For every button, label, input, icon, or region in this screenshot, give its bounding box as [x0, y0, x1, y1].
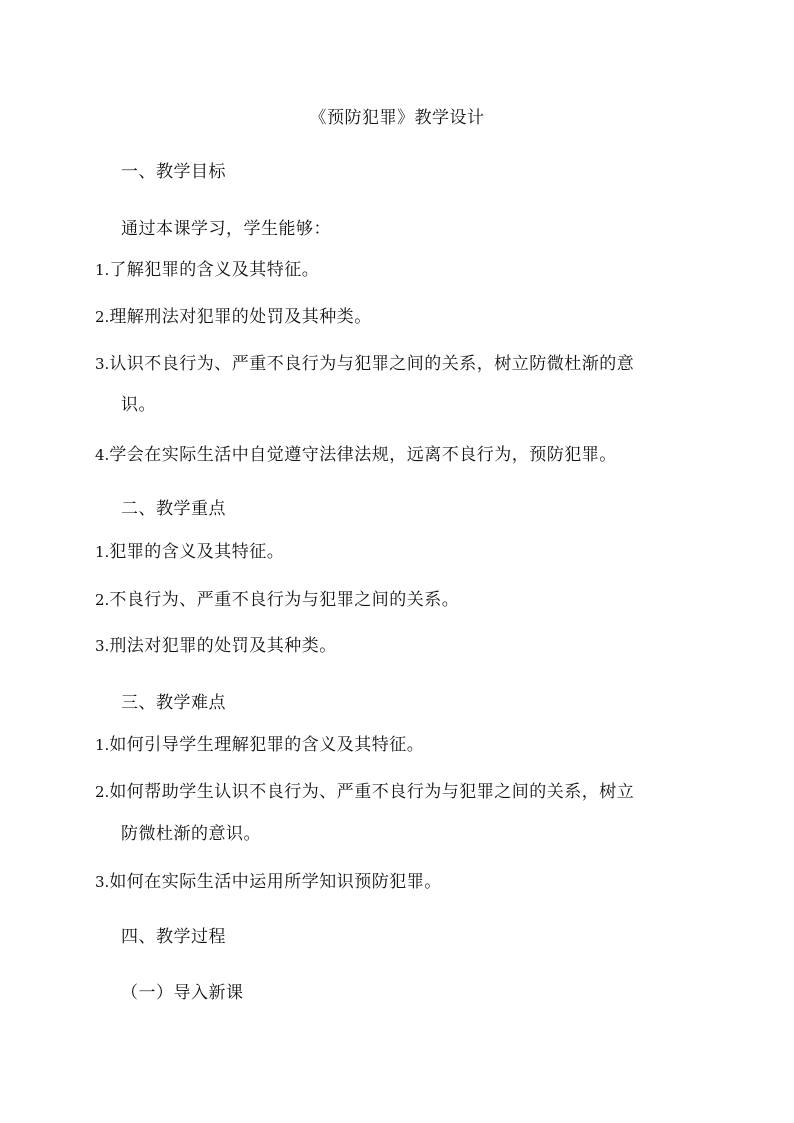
section-heading-key-points: 二、教学重点 — [121, 499, 226, 519]
item-text: 理解刑法对犯罪的处罚及其种类。 — [109, 307, 372, 327]
list-item — [95, 870, 442, 894]
list-item — [95, 540, 284, 564]
list-item — [95, 588, 459, 612]
section-heading-difficulties: 三、教学难点 — [121, 693, 226, 713]
item-text: 刑法对犯罪的处罚及其种类。 — [109, 636, 337, 656]
list-item — [95, 305, 372, 329]
item-text: 如何帮助学生认识不良行为、严重不良行为与犯罪之间的关系，树立 — [109, 782, 635, 802]
item-text: 了解犯罪的含义及其特征。 — [109, 260, 320, 280]
item-text: 犯罪的含义及其特征。 — [109, 542, 285, 562]
item-number: 3. — [95, 637, 110, 655]
item-text: 如何引导学生理解犯罪的含义及其特征。 — [109, 735, 425, 755]
item-number: 1. — [95, 736, 110, 754]
list-item-continuation: 识。 — [121, 395, 156, 415]
section-heading-objectives: 一、教学目标 — [121, 162, 226, 182]
item-number: 1. — [95, 543, 110, 561]
list-item — [95, 443, 617, 467]
subsection-heading: （一）导入新课 — [121, 983, 244, 1003]
list-item — [95, 258, 319, 282]
item-text: 认识不良行为、严重不良行为与犯罪之间的关系，树立防微杜渐的意 — [109, 354, 635, 374]
section-heading-process: 四、教学过程 — [121, 927, 226, 947]
item-number: 3. — [95, 355, 110, 373]
list-item — [95, 352, 634, 376]
list-item — [95, 733, 424, 757]
list-item-continuation: 防微杜渐的意识。 — [121, 824, 261, 844]
item-number: 2. — [95, 308, 110, 326]
item-number: 1. — [95, 261, 110, 279]
objectives-intro: 通过本课学习，学生能够： — [121, 219, 331, 239]
item-number: 2. — [95, 591, 110, 609]
item-text: 学会在实际生活中自觉遵守法律法规，远离不良行为，预防犯罪。 — [109, 445, 617, 465]
document-title: 《预防犯罪》教学设计 — [309, 108, 485, 128]
item-number: 4. — [95, 446, 110, 464]
item-number: 2. — [95, 783, 110, 801]
list-item — [95, 634, 337, 658]
item-text: 不良行为、严重不良行为与犯罪之间的关系。 — [109, 590, 460, 610]
list-item — [95, 780, 634, 804]
item-text: 如何在实际生活中运用所学知识预防犯罪。 — [109, 872, 442, 892]
item-number: 3. — [95, 873, 110, 891]
